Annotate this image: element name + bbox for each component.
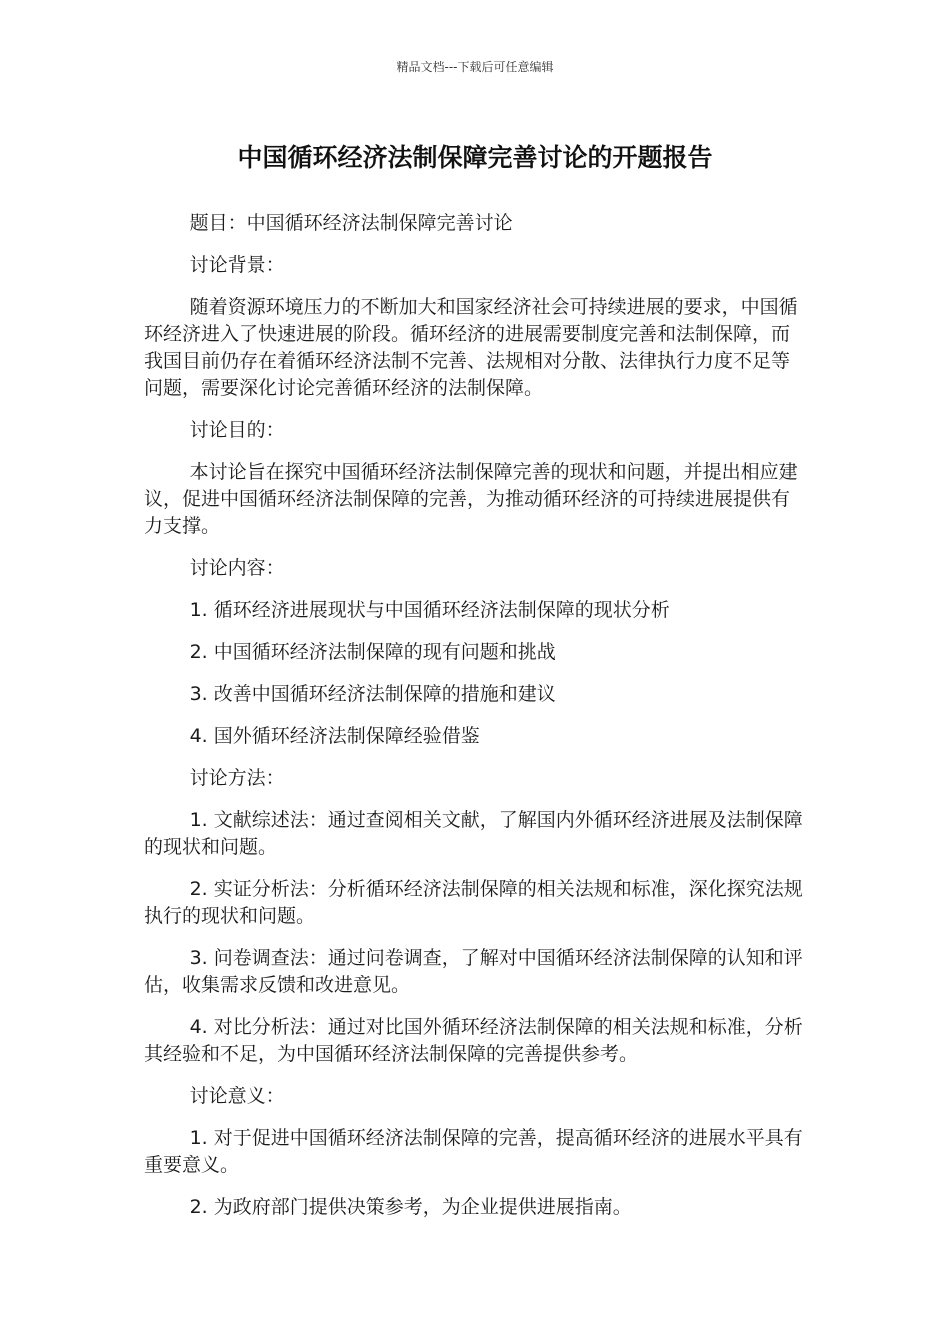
section-heading-significance: 讨论意义： <box>189 1085 285 1107</box>
significance-item-1: 1. 对于促进中国循环经济法制保障的完善，提高循环经济的进展水平具有重要意义。 <box>144 1127 803 1176</box>
section-heading-content: 讨论内容： <box>189 557 285 579</box>
section-heading-purpose: 讨论目的： <box>189 419 285 441</box>
content-item-1: 1. 循环经济进展现状与中国循环经济法制保障的现状分析 <box>189 599 670 621</box>
topic-line: 题目：中国循环经济法制保障完善讨论 <box>189 212 513 234</box>
method-item-2: 2. 实证分析法：分析循环经济法制保障的相关法规和标准，深化探究法规执行的现状和问题。 <box>144 878 803 927</box>
content-item-2: 2. 中国循环经济法制保障的现有问题和挑战 <box>189 641 556 663</box>
header-note: 精品文档---下载后可任意编辑 <box>396 60 554 74</box>
background-paragraph: 随着资源环境压力的不断加大和国家经济社会可持续进展的要求，中国循环经济进入了快速进展的阶段。循环经济的进展需要制度完善和法制保障，而我国目前仍存在着循环经济法制不完善、法规相对分散、法律执行力度不足等问题，需要深化讨论完善循环经济的法制保障。 <box>144 296 798 399</box>
purpose-paragraph: 本讨论旨在探究中国循环经济法制保障完善的现状和问题，并提出相应建议，促进中国循环经济法制保障的完善，为推动循环经济的可持续进展提供有力支撑。 <box>144 461 798 537</box>
document-body <box>144 210 808 1236</box>
content-item-4: 4. 国外循环经济法制保障经验借鉴 <box>189 725 480 747</box>
method-item-4: 4. 对比分析法：通过对比国外循环经济法制保障的相关法规和标准，分析其经验和不足，为中国循环经济法制保障的完善提供参考。 <box>144 1016 803 1065</box>
section-heading-background: 讨论背景： <box>189 254 285 276</box>
method-item-3: 3. 问卷调查法：通过问卷调查，了解对中国循环经济法制保障的认知和评估，收集需求反馈和改进意见。 <box>144 947 803 996</box>
section-heading-method: 讨论方法： <box>189 767 285 789</box>
content-item-3: 3. 改善中国循环经济法制保障的措施和建议 <box>189 683 556 705</box>
document-title: 中国循环经济法制保障完善讨论的开题报告 <box>237 143 713 172</box>
method-item-1: 1. 文献综述法：通过查阅相关文献，了解国内外循环经济进展及法制保障的现状和问题。 <box>144 809 803 858</box>
significance-item-2: 2. 为政府部门提供决策参考，为企业提供进展指南。 <box>189 1196 632 1218</box>
